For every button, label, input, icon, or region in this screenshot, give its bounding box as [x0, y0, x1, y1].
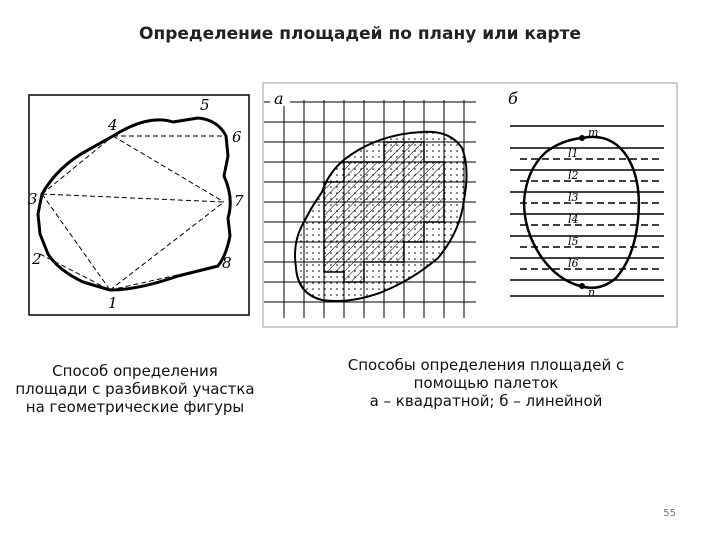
page-number: 55: [663, 508, 676, 519]
point-label-3: 3: [28, 190, 38, 208]
slide-title: Определение площадей по плану или карте: [139, 24, 581, 44]
linear-palette-panel: [508, 89, 664, 299]
line-label-l4: l4: [568, 213, 579, 226]
line-label-l1: l1: [568, 147, 579, 160]
point-label-6: 6: [232, 128, 242, 146]
parcel-triangulation-figure: [28, 94, 250, 316]
caption-left-line: площади с разбивкой участка: [15, 380, 255, 398]
point-label-4: 4: [108, 116, 118, 134]
line-label-l3: l3: [568, 191, 579, 204]
caption-left-line: на геометрические фигуры: [25, 398, 245, 416]
caption-left: [0, 362, 270, 416]
line-label-l5: l5: [568, 235, 579, 248]
point-label-5: 5: [200, 96, 210, 114]
line-label-l6: l6: [568, 257, 579, 270]
panel-b-label: б: [508, 89, 518, 108]
square-palette-panel: [264, 89, 476, 318]
caption-right-line: помощью палеток: [413, 374, 559, 392]
point-label-2: 2: [32, 250, 42, 268]
caption-left-line: Способ определения: [52, 362, 218, 380]
line-label-l2: l2: [568, 169, 579, 182]
caption-right: [320, 356, 652, 410]
palette-figure: [262, 82, 678, 328]
panel-a-label: а: [274, 89, 284, 108]
caption-right-line: Способы определения площадей с: [347, 356, 625, 374]
caption-right-line: а – квадратной; б – линейной: [369, 392, 603, 410]
line-label-n: n: [588, 286, 596, 299]
line-label-m: m: [588, 126, 599, 139]
point-label-8: 8: [222, 254, 232, 272]
point-label-7: 7: [234, 192, 244, 210]
point-label-1: 1: [108, 294, 118, 312]
